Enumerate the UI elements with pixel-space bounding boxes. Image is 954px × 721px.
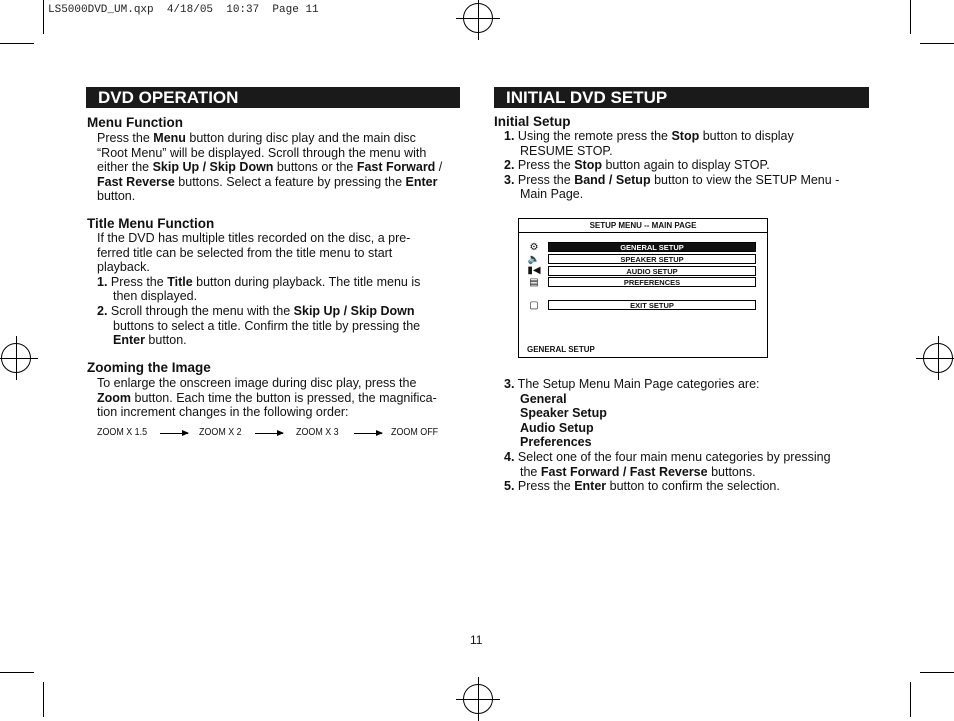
zoom-step: ZOOM X 1.5 [97,426,148,438]
zoom-text: To enlarge the onscreen image during disc play, press the Zoom button. Each time the button is pressed, the magnifica- tion increment changes in the following order: [97,376,437,420]
crop-mark [43,0,44,34]
section-header-initial-dvd-setup: INITIAL DVD SETUP [494,87,869,108]
crop-mark [920,43,954,44]
menu-function-text: Press the Menu button during disc play and the main disc “Root Menu” will be displayed. Scroll through the menu with either the Skip Up / Skip Down buttons or the Fast Forward / Fast Reverse buttons. Select a feature by pressing the Enter button. [97,131,443,204]
category-general: General [520,391,567,406]
crop-mark [910,0,911,34]
menu-item-audio-setup[interactable]: AUDIO SETUP [548,266,756,276]
crop-mark [0,672,34,673]
crop-mark [910,682,911,717]
crop-mark [920,672,954,673]
zoom-step: ZOOM X 3 [296,426,339,438]
section-header-dvd-operation: DVD OPERATION [86,87,460,108]
registration-mark-icon [463,684,493,714]
registration-mark-icon [923,343,953,373]
menu-item-general-setup[interactable]: GENERAL SETUP [548,242,756,252]
heading-initial-setup: Initial Setup [494,114,571,129]
title-menu-text: If the DVD has multiple titles recorded on the disc, a pre- ferred title can be selected from the title menu to start playback. 1. Press the Title button during playback. The title menu is then displayed. 2. Scroll through the menu with the Skip Up / Skip Down buttons to select a title. Confirm the title by pressing the Enter button. [97,231,421,348]
exit-setup-icon: ▢ [529,300,539,311]
arrow-right-icon [354,433,382,434]
screen-status-text: GENERAL SETUP [527,345,595,354]
category-speaker-setup: Speaker Setup [520,406,607,421]
heading-menu-function: Menu Function [87,115,183,130]
general-setup-icon: ⚙ [529,242,539,253]
registration-mark-icon [463,3,493,33]
setup-menu-screen [518,218,768,358]
page-number: 11 [470,633,483,647]
initial-setup-steps: 1. Using the remote press the Stop button to display RESUME STOP. 2. Press the Stop button again to display STOP. 3. Press the Band / Setup button to view the SETUP Menu - Main Page. [504,129,840,202]
screen-title-divider [519,232,767,233]
crop-mark [0,43,34,44]
menu-item-speaker-setup[interactable]: SPEAKER SETUP [548,254,756,264]
zoom-step: ZOOM OFF [391,426,439,438]
menu-item-preferences[interactable]: PREFERENCES [548,277,756,287]
menu-item-exit-setup[interactable]: EXIT SETUP [548,300,756,310]
zoom-step: ZOOM X 2 [199,426,242,438]
arrow-right-icon [160,433,188,434]
speaker-setup-icon: 🔈 [527,254,541,265]
category-audio-setup: Audio Setup [520,420,594,435]
registration-mark-icon [1,343,31,373]
audio-setup-icon: ▮◀ [527,265,541,276]
preferences-icon: ▤ [529,277,539,288]
print-slug: LS5000DVD_UM.qxp 4/18/05 10:37 Page 11 [48,4,319,16]
setup-steps-continued: 3. The Setup Menu Main Page categories are: General Speaker Setup Audio Setup Preferences 4. Select one of the four main menu categories by pressing the Fast Forward / Fast Reverse buttons. 5. Press the Enter button to confirm the selection. [504,377,831,494]
crop-mark [43,682,44,717]
category-preferences: Preferences [520,435,592,450]
arrow-right-icon [255,433,283,434]
heading-title-menu-function: Title Menu Function [87,216,215,231]
heading-zooming-the-image: Zooming the Image [87,360,211,375]
screen-title: SETUP MENU -- MAIN PAGE [589,221,697,230]
